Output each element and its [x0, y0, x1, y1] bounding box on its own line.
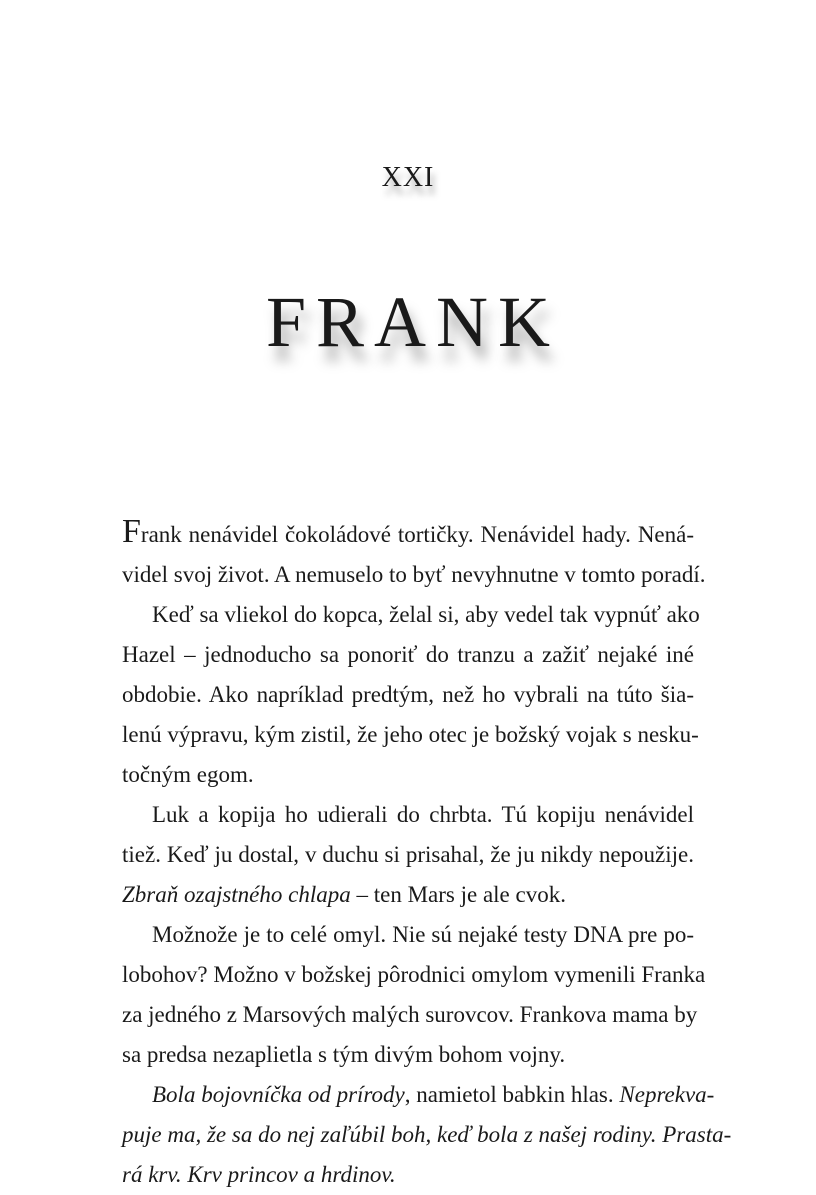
text-line: lenú výpravu, kým zistil, že jeho otec je božský vojak s nesku-	[122, 722, 699, 747]
text-line: točným egom.	[122, 762, 254, 787]
text-line: videl svoj život. A nemuselo to byť nevyhnutne v tomto poradí.	[122, 562, 706, 587]
drop-initial: F	[122, 513, 141, 550]
italic-text: Neprekva-	[619, 1082, 715, 1107]
text-line	[122, 1115, 732, 1155]
text-line: obdobie. Ako napríklad predtým, než ho vybrali na túto šia-	[122, 682, 694, 707]
italic-text: rá krv. Krv princov a hrdinov.	[122, 1162, 396, 1187]
text-line	[122, 1155, 694, 1195]
body-text	[122, 513, 732, 1195]
text-line: za jedného z Marsových malých surovcov. Frankova mama by	[122, 1002, 698, 1027]
chapter-number: XXI	[381, 162, 435, 193]
text-line: lobohov? Možno v božskej pôrodnici omylom vymenili Franka	[122, 962, 706, 987]
text-line: Možnože je to celé omyl. Nie sú nejaké testy DNA pre po-	[152, 922, 694, 947]
text-line: Frank nenávidel čokoládové tortičky. Nenávidel hady. Nená-	[122, 513, 694, 550]
text-line: Bola bojovníčka od prírody, namietol babkin hlas. Neprekva-	[152, 1082, 715, 1107]
text-line: Zbraň ozajstného chlapa – ten Mars je ale cvok.	[122, 882, 566, 907]
italic-text: puje ma, že sa do nej zaľúbil boh, keď bola z našej rodiny. Prasta-	[122, 1122, 732, 1147]
text-line: Luk a kopija ho udierali do chrbta. Tú kopiju nenávidel	[152, 802, 694, 827]
text-line: tiež. Keď ju dostal, v duchu si prisahal, že ju nikdy nepoužije.	[122, 842, 694, 867]
italic-text: Zbraň ozajstného chlapa	[122, 882, 351, 907]
text-line: sa predsa nezaplietla s tým divým bohom vojny.	[122, 1042, 566, 1067]
text-line: Hazel – jednoducho sa ponoriť do tranzu a zažiť nejaké iné	[122, 642, 694, 667]
text-line: Keď sa vliekol do kopca, želal si, aby vedel tak vypnúť ako	[152, 602, 700, 627]
italic-text: Bola bojovníčka od prírody	[152, 1082, 405, 1107]
chapter-title: FRANK	[265, 282, 561, 362]
